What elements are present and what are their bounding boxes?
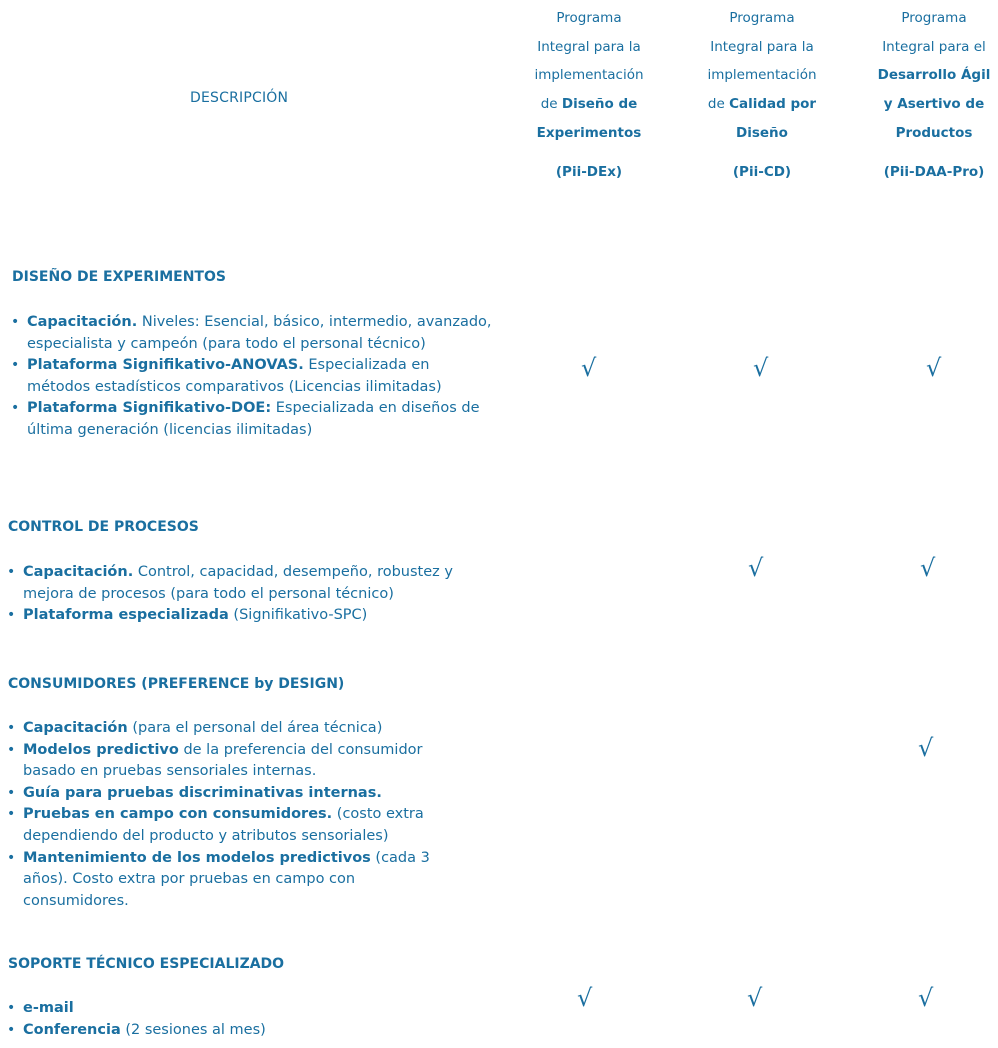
header-line: Programa	[729, 10, 795, 26]
header-line: implementación	[534, 67, 644, 84]
header-line-bold: Diseño de	[561, 96, 638, 113]
program-column-header-pii-daa-pro	[864, 4, 998, 186]
item-bold: Modelos predictivo	[23, 741, 179, 758]
check-mark-pii-dex: √	[577, 984, 593, 1012]
check-mark-pii-daa-pro: √	[920, 554, 936, 582]
program-code: (Pii-DAA-Pro)	[883, 163, 985, 180]
header-line	[519, 90, 659, 119]
header-line-bold: Experimentos	[536, 124, 642, 141]
item-text: (Signifikativo-SPC)	[228, 607, 368, 624]
item-bold: e-mail	[23, 1000, 74, 1016]
section-title-consumidores: CONSUMIDORES (PREFERENCE by DESIGN)	[8, 676, 345, 692]
item-bold: Plataforma Signifikativo-ANOVAS.	[27, 357, 304, 374]
check-mark-pii-cd: √	[747, 984, 763, 1012]
list-item	[8, 355, 494, 398]
item-text: Control, capacidad, desempeño, robustez y mejora de procesos (para todo el personal técnico)	[23, 564, 453, 602]
header-line-bold: Desarrollo Ágil	[877, 67, 991, 84]
description-header: DESCRIPCIÓN	[190, 90, 289, 106]
list-item	[4, 804, 456, 847]
list-item	[4, 1020, 456, 1042]
section-item-list	[4, 998, 456, 1041]
program-code: (Pii-CD)	[732, 163, 792, 180]
list-item	[8, 312, 494, 355]
list-item	[4, 605, 480, 627]
check-mark-pii-cd: √	[748, 554, 764, 582]
list-item	[4, 848, 456, 913]
section-item-list	[8, 312, 494, 442]
header-line-bold: Calidad por	[729, 96, 817, 113]
item-bold: Plataforma Signifikativo-DOE:	[27, 400, 272, 417]
header-line	[519, 119, 659, 148]
item-text: (cada 3 años). Costo extra por pruebas en campo con consumidores.	[23, 849, 430, 909]
item-bold: Guía para pruebas discriminativas internas.	[23, 784, 382, 801]
item-bold: Plataforma especializada	[23, 607, 229, 624]
header-line	[864, 90, 998, 119]
header-line: Integral para el	[882, 38, 986, 55]
header-line: Integral para la	[537, 38, 641, 55]
header-line-bold: Productos	[895, 124, 973, 141]
item-bold: Capacitación.	[27, 314, 138, 330]
list-item	[4, 718, 456, 740]
item-bold: Capacitación.	[23, 564, 134, 580]
item-text: (2 sesiones al mes)	[120, 1021, 266, 1038]
header-line-bold: y Asertivo de	[883, 96, 985, 113]
check-mark-pii-cd: √	[753, 354, 769, 382]
item-bold: Conferencia	[23, 1021, 121, 1038]
check-mark-pii-dex: √	[581, 354, 597, 382]
item-bold: Mantenimiento de los modelos predictivos	[23, 849, 371, 866]
list-item	[4, 740, 456, 783]
section-title-soporte-tecnico: SOPORTE TÉCNICO ESPECIALIZADO	[8, 956, 285, 972]
section-item-list	[4, 562, 480, 627]
item-text: Niveles: Esencial, básico, intermedio, avanzado, especialista y campeón (para todo el personal técnico)	[27, 314, 492, 352]
header-line-prefix: de	[707, 96, 730, 113]
list-item	[4, 998, 456, 1020]
header-line: implementación	[707, 67, 817, 84]
header-line-prefix: de	[540, 96, 562, 113]
section-title-diseno-de-experimentos: DISEÑO DE EXPERIMENTOS	[12, 269, 226, 285]
list-item	[8, 398, 494, 441]
section-item-list	[4, 718, 456, 912]
list-item	[4, 562, 480, 605]
program-column-header-pii-dex	[519, 4, 659, 186]
check-mark-pii-daa-pro: √	[926, 354, 942, 382]
header-line: Programa	[556, 10, 622, 26]
item-bold: Capacitación	[23, 720, 128, 736]
header-line	[864, 119, 998, 148]
program-column-header-pii-cd	[692, 4, 832, 186]
header-line	[692, 119, 832, 148]
check-mark-pii-daa-pro: √	[918, 734, 934, 762]
item-text: Especializada en diseños de última generación (licencias ilimitadas)	[27, 400, 480, 438]
section-title-control-de-procesos: CONTROL DE PROCESOS	[8, 519, 199, 535]
header-line	[864, 61, 998, 90]
check-mark-pii-daa-pro: √	[918, 984, 934, 1012]
list-item	[4, 783, 456, 805]
item-bold: Pruebas en campo con consumidores.	[23, 806, 333, 823]
item-text: de la preferencia del consumidor basado en pruebas sensoriales internas.	[23, 741, 423, 780]
header-line	[692, 90, 832, 119]
program-code: (Pii-DEx)	[555, 163, 623, 180]
header-line-bold: Diseño	[736, 124, 788, 141]
header-line: Programa	[901, 10, 967, 26]
header-line: Integral para la	[710, 38, 814, 55]
item-text: (para el personal del área técnica)	[127, 720, 383, 736]
item-text: Especializada en métodos estadísticos comparativos (Licencias ilimitadas)	[27, 357, 442, 395]
item-text: (costo extra dependiendo del producto y atributos sensoriales)	[23, 806, 424, 844]
